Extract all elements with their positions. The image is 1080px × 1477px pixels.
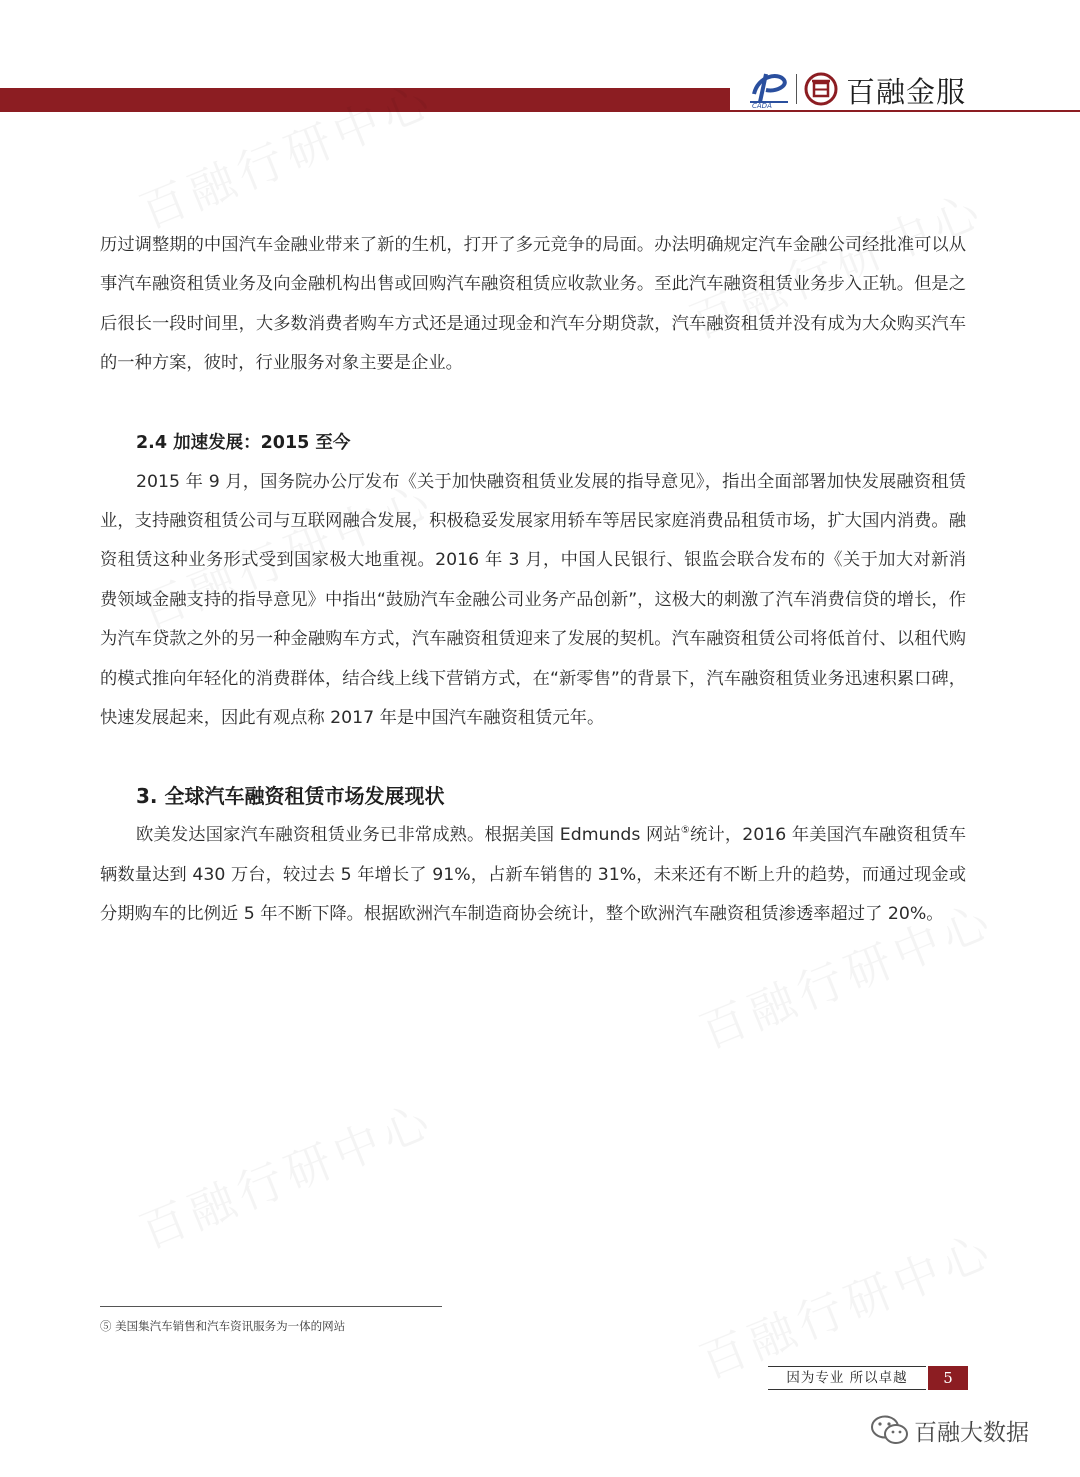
paragraph-1: 历过调整期的中国汽车金融业带来了新的生机，打开了多元竞争的局面。办法明确规定汽车金融公司经批准可以从事汽车融资租赁业务及向金融机构出售或回购汽车融资租赁应收款业务。至此汽车融资租赁业务步入正轨。但是之后很长一段时间里，大多数消费者购车方式还是通过现金和汽车分期贷款，汽车融资租赁并没有成为大众购买汽车的一种方案，彼时，行业服务对象主要是企业。	[100, 235, 966, 374]
bairong-mark-icon	[804, 72, 838, 106]
article-body	[100, 226, 966, 935]
watermark	[129, 1084, 443, 1262]
wechat-icon	[870, 1414, 910, 1446]
paragraph-3	[100, 816, 966, 934]
logo-divider	[796, 74, 797, 104]
wechat-account-name: 百融大数据	[914, 1420, 1029, 1446]
paragraph-2: 2015 年 9 月，国务院办公厅发布《关于加快融资租赁业发展的指导意见》，指出全面部署加快发展融资租赁业，支持融资租赁公司与互联网融合发展，积极稳妥发展家用轿车等居民家庭消费品租赁市场，扩大国内消费。融资租赁这种业务形式受到国家极大地重视。2016 年 3 月，中国人民银行、银监会联合发布的《关于加大对新消费领域金融支持的指导意见》中指出“鼓励汽车金融公司业务产品创新”，这极大的刺激了汽车消费信贷的增长，作为汽车贷款之外的另一种金融购车方式，汽车融资租赁迎来了发展的契机。汽车融资租赁公司将低首付、以租代购的模式推向年轻化的消费群体，结合线上线下营销方式，在“新零售”的背景下，汽车融资租赁业务迅速积累口碑，快速发展起来，因此有观点称 2017 年是中国汽车融资租赁元年。	[100, 471, 966, 729]
cada-logo-icon	[744, 66, 794, 108]
heading-3: 3. 全球汽车融资租赁市场发展现状	[136, 784, 445, 809]
page-number: 5	[928, 1366, 968, 1390]
brand-name: 百融金服	[846, 75, 967, 109]
svg-text:CADA: CADA	[752, 102, 772, 108]
footnote-ref[interactable]: ⑤	[680, 825, 690, 837]
heading-2-4: 2.4 加速发展：2015 至今	[136, 432, 351, 453]
footnote-rule	[100, 1306, 442, 1307]
paragraph-3-part-b: 统计，2016 年美国汽车融资租赁车辆数量达到 430 万台，较过去 5 年增长了 91%，占新车销售的 31%，未来还有不断上升的趋势，而通过现金或分期购车的比例近 5 年不断下降。根据欧洲汽车制造商协会统计，整个欧洲汽车融资租赁渗透率超过了 20%。	[100, 825, 966, 925]
paragraph-3-part-a: 欧美发达国家汽车融资租赁业务已非常成熟。根据美国 Edmunds 网站	[136, 825, 681, 846]
footnote-text: ⑤ 美国集汽车销售和汽车资讯服务为一体的网站	[100, 1319, 346, 1333]
footer-slogan: 因为专业 所以卓越	[768, 1366, 926, 1390]
